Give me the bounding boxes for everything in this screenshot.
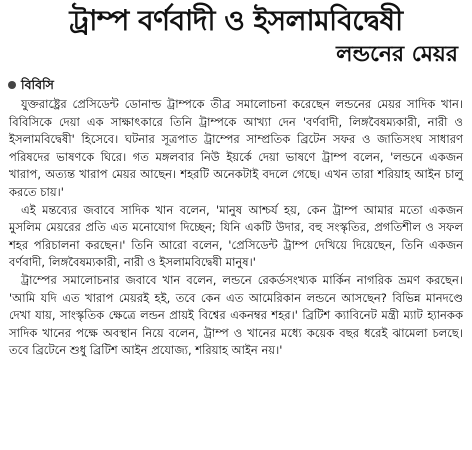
article-body (0, 94, 472, 360)
article-paragraph: যুক্তরাষ্ট্রের প্রেসিডেন্ট ডোনাল্ড ট্রাম্পকে তীব্র সমালোচনা করেছেন লন্ডনের মেয়র সাদিক খান। বিবিসিকে দেয়া এক সাক্ষাৎকারে তিনি ট্রাম্পকে আখ্যা দেন 'বর্ণবাদী, লিঙ্গবৈষম্যকারী, নারী ও ইসলামবিদ্বেষী' হিসেবে। ঘটনার সূত্রপাত ট্রাম্পের সাম্প্রতিক ব্রিটেন সফর ও জাতিসংঘ সাধারণ পরিষদের ভাষণকে ঘিরে। গত মঙ্গলবার নিউ ইয়র্কে দেয়া ভাষণে ট্রাম্প বলেন, 'লন্ডনে একজন খারাপ, অত্যন্ত খারাপ মেয়র আছেন। শহরটি অনেকটাই বদলে গেছে। এখন তারা শরিয়াহ আইন চালু করতে চায়।' (9, 97, 463, 199)
headline: ট্রাম্প বর্ণবাদী ও ইসলামবিদ্বেষী (69, 4, 403, 37)
subheadline: লন্ডনের মেয়র (336, 42, 458, 67)
article-paragraph: ট্রাম্পের সমালোচনার জবাবে খান বলেন, লন্ডনে রেকর্ডসংখ্যক মার্কিন নাগরিক ভ্রমণ করছেন। 'আমি যদি এত খারাপ মেয়রই হই, তবে কেন এত আমেরিকান লন্ডনে আসছেন? বিভিন্ন মানদণ্ডে দেখা যায়, সাংস্কৃতিক ক্ষেত্রে লন্ডন প্রায়ই বিশ্বের একনম্বর শহর।' ব্রিটিশ ক্যাবিনেট মন্ত্রী ম্যাট হ্যানকক সাদিক খানের পক্ষে অবস্থান নিয়ে বলেন, ট্রাম্প ও খানের মধ্যে কয়েক বছর ধরেই ঝামেলা চলছে। তবে ব্রিটেনে শুধু ব্রিটিশ আইন প্রযোজ্য, শরিয়াহ আইন নয়।' (9, 272, 463, 358)
source-label: বিবিসি (21, 77, 54, 92)
article-paragraph: এই মন্তব্যের জবাবে সাদিক খান বলেন, 'মানুষ আশ্চর্য হয়, কেন ট্রাম্প আমার মতো একজন মুসলিম মেয়রের প্রতি এত মনোযোগ দিচ্ছেন; যিনি একটি উদার, বহু সংস্কৃতির, প্রগতিশীল ও সফল শহর পরিচালনা করছেন।' তিনি আরো বলেন, 'প্রেসিডেন্ট ট্রাম্প দেখিয়ে দিয়েছেন, তিনি একজন বর্ণবাদী, লিঙ্গবৈষম্যকারী, নারী ও ইসলামবিদ্বেষী মানুষ।' (9, 202, 463, 270)
source-line (8, 76, 472, 94)
bullet-icon (8, 81, 16, 89)
